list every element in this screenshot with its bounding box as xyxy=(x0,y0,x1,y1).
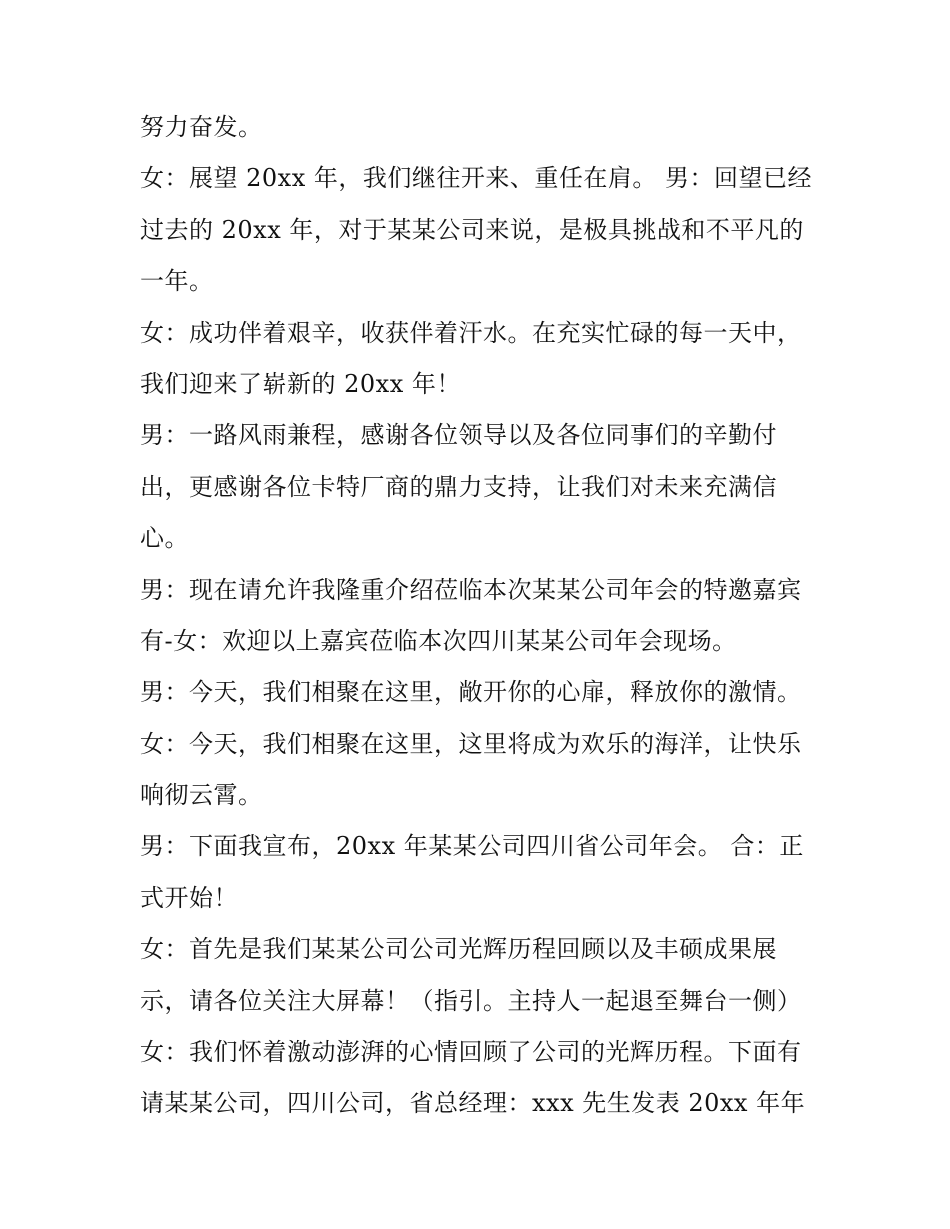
text-line: 出，更感谢各位卡特厂商的鼎力支持，让我们对未来充满信 xyxy=(140,472,777,501)
text-line: 过去的 20xx 年，对于某某公司来说，是极具挑战和不平凡的 xyxy=(140,215,804,244)
text-line: 女：展望 20xx 年，我们继往开来、重任在肩。 男：回望已经 xyxy=(140,164,812,193)
text-line: 我们迎来了崭新的 20xx 年！ xyxy=(140,369,461,398)
text-line: 男：一路风雨兼程，感谢各位领导以及各位同事们的辛勤付 xyxy=(140,421,777,450)
text-line: 男：现在请允许我隆重介绍莅临本次某某公司年会的特邀嘉宾 xyxy=(140,575,802,604)
text-line: 一年。 xyxy=(140,267,214,296)
text-line: 女：今天，我们相聚在这里，这里将成为欢乐的海洋，让快乐 xyxy=(140,729,802,758)
text-line: 示，请各位关注大屏幕！（指引。主持人一起退至舞台一侧） xyxy=(140,986,802,1015)
text-line: 男：今天，我们相聚在这里，敞开你的心扉，释放你的激情。 xyxy=(140,678,802,707)
text-line: 响彻云霄。 xyxy=(140,781,263,810)
text-line: 心。 xyxy=(140,524,189,553)
text-line: 有-女：欢迎以上嘉宾莅临本次四川某某公司年会现场。 xyxy=(140,626,737,655)
text-line: 请某某公司，四川公司，省总经理：xxx 先生发表 20xx 年年 xyxy=(140,1089,806,1118)
text-line: 式开始！ xyxy=(140,883,238,912)
text-line: 男：下面我宣布，20xx 年某某公司四川省公司年会。 合：正 xyxy=(140,832,804,861)
text-line: 女：我们怀着激动澎湃的心情回顾了公司的光辉历程。下面有 xyxy=(140,1038,802,1067)
document-body xyxy=(140,102,830,1130)
text-line: 努力奋发。 xyxy=(140,113,263,141)
text-line: 女：首先是我们某某公司公司光辉历程回顾以及丰硕成果展 xyxy=(140,935,777,964)
text-line: 女：成功伴着艰辛，收获伴着汗水。在充实忙碌的每一天中， xyxy=(140,318,802,347)
